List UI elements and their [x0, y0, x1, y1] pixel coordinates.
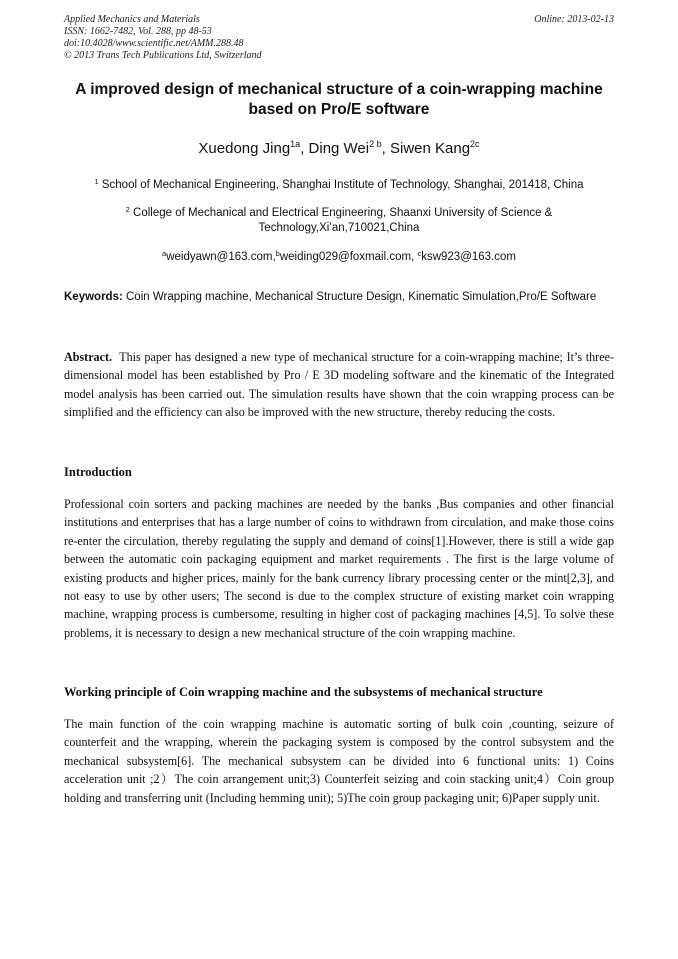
email-address[interactable]: ksw923@163.com: [421, 251, 516, 263]
online-date: Online: 2013-02-13: [534, 14, 614, 25]
abstract-text: This paper has designed a new type of mechanical structure for a coin-wrapping machine; It’s three-dimensional model has been established by Pro / E 3D modeling software and the kinematic of the Integrated model analysis has been carried out. The simulation results have shown that the coin wrapping process can be simplified and the efficiency can also be improved with the new structure, thereby reducing the costs.: [64, 350, 614, 420]
author-sup: 1a: [290, 139, 301, 149]
author-name: Xuedong Jing: [198, 140, 291, 157]
introduction-paragraph: Professional coin sorters and packing machines are needed by the banks ,Bus companies and other financial institutions and enterprises that has a large number of coins to withdrawn from circulation, and make those coins re-enter the circulation, thereby regulating the supply and demand of coins[1].However, there is still a wide gap between the automatic coin packaging equipment and market requirements . The first is the large volume of existing products and higher prices, mainly for the bank currency library processing center or the mint[2,3], and not easy to use by other users; The second is due to the complex structure of existing market coin wrapping machine, wrapping process is cumbersome, resulting in higher cost of packaging machines [4,5]. To solve these problems, it is necessary to design a new mechanical structure of the coin wrapping machine.: [64, 497, 614, 640]
abstract-label: Abstract.: [64, 350, 113, 364]
keywords-text: Coin Wrapping machine, Mechanical Structure Design, Kinematic Simulation,Pro/E Software: [126, 291, 597, 303]
affiliation-sup: 2: [125, 205, 130, 214]
affiliation-2: [60, 206, 618, 236]
doi-line: doi:10.4028/www.scientific.net/AMM.288.48: [64, 38, 244, 49]
journal-header: [64, 14, 262, 62]
affiliation-1: [60, 178, 618, 193]
issn-line: ISSN: 1662-7482, Vol. 288, pp 48-53: [64, 26, 212, 37]
author-sup: 2 b: [369, 139, 382, 149]
paper-title: A improved design of mechanical structure of a coin-wrapping machine based on Pro/E software: [75, 81, 603, 118]
working-principle-paragraph: The main function of the coin wrapping machine is automatic sorting of bulk coin ,counting, seizure of counterfeit and the wrapping, wherein the packaging system is composed by the control subsystem and the mechanical subsystem[6]. The mechanical subsystem can be divided into 6 functional units: 1) Coins acceleration unit ;2）The coin arrangement unit;3) Counterfeit seizing and coin stacking unit;4）Coin group holding and transferring unit (Including hemming unit); 5)The coin group packaging unit; 6)Paper supply unit.: [64, 717, 614, 805]
author-name: Siwen Kang: [389, 140, 471, 157]
email-address[interactable]: weiding029@foxmail.com,: [279, 251, 418, 263]
affiliation-sup: 1: [94, 177, 99, 186]
keywords-label: Keywords:: [64, 291, 123, 303]
affiliation-text: School of Mechanical Engineering, Shanghai Institute of Technology, Shanghai, 201418, China: [101, 179, 584, 191]
copyright-line: © 2013 Trans Tech Publications Ltd, Switzerland: [64, 50, 262, 61]
email-sup: b: [275, 249, 280, 258]
email-sup: a: [162, 249, 167, 258]
author-list: Xuedong Jing$^{1a}$, Ding Wei$^{2 b}$, Siwen Kang$^{2c}$: [198, 139, 480, 157]
journal-name: Applied Mechanics and Materials: [64, 14, 200, 25]
author-sup: 2c: [470, 139, 480, 149]
keywords-block: [64, 290, 614, 305]
email-address[interactable]: weidyawn@163.com,: [166, 251, 276, 263]
introduction-heading: Introduction: [64, 465, 132, 479]
author-name: Ding Wei: [308, 140, 370, 157]
email-line: [60, 250, 618, 265]
affiliation-text: College of Mechanical and Electrical Engineering, Shaanxi University of Science & Technology,Xi’an,710021,China: [133, 207, 553, 234]
email-sup: c: [417, 249, 422, 258]
working-principle-heading: Working principle of Coin wrapping machine and the subsystems of mechanical structure: [64, 685, 543, 699]
abstract-block: [64, 348, 614, 422]
